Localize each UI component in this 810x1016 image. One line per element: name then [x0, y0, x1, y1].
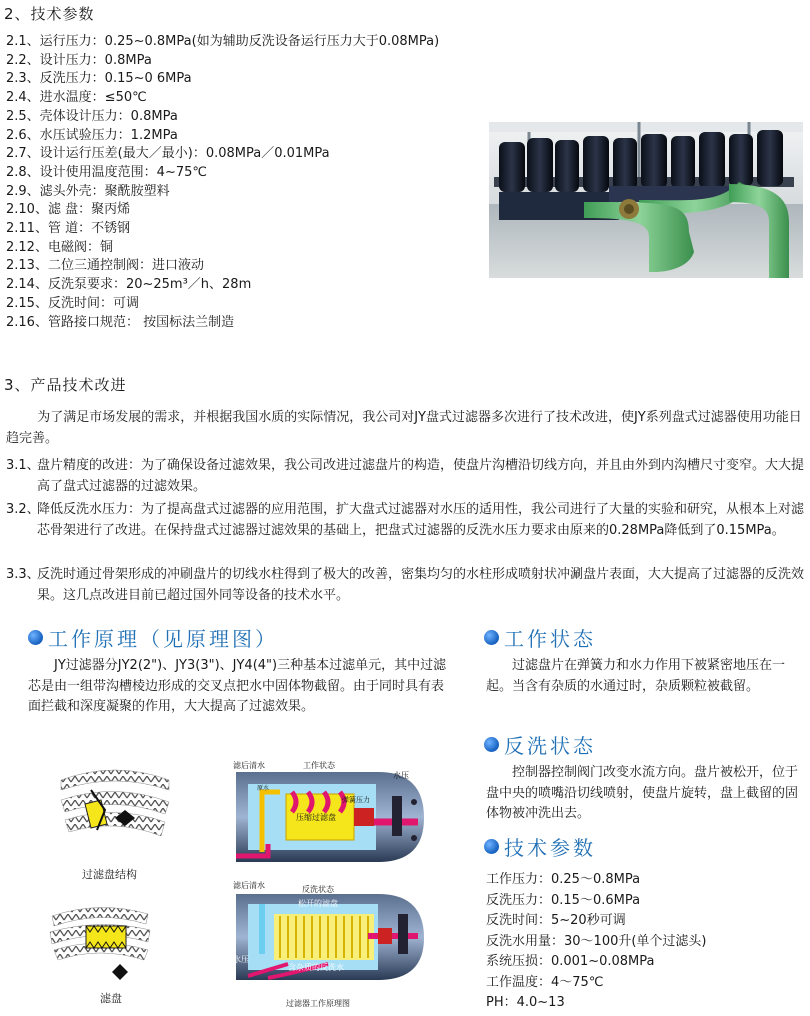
working-text: 过滤盘片在弹簧力和水力作用下被紧密地压在一起。当含有杂质的水通过时，杂质颗粒被截留。	[486, 658, 786, 694]
spec-line: 2.11、管 道：不锈钢	[6, 221, 131, 236]
spec-line: 2.3、反洗压力：0.15~0 6MPa	[6, 71, 192, 87]
spec-line: 2.12、电磁阀：铜	[6, 239, 113, 255]
principle-heading	[28, 623, 278, 652]
tech-title: 技术参数	[504, 836, 596, 860]
spec-line: 2.6、水压试验压力：1.2MPa	[6, 127, 178, 143]
spec-line: 2.7、设计运行压差(最大／最小)：0.08MPa／0.01MPa	[6, 146, 330, 162]
wash-state-label: 反洗状态	[302, 885, 334, 894]
wash-loosened-label: 松开的滤盘	[298, 899, 338, 908]
wash-pressure-label: 水压	[233, 955, 249, 964]
principle-title: 工作原理（见原理图）	[48, 627, 278, 651]
spec-line: 2.14、反洗泵要求：20~25m³／h、28m	[6, 277, 252, 293]
working-title: 工作状态	[504, 627, 596, 651]
spec-line: 2.4、进水温度：≤50℃	[6, 90, 147, 106]
work-raw-water-label: 原水	[257, 785, 270, 792]
disc-structure-caption: 过滤盘结构	[82, 868, 137, 881]
spec-line: 2.16、管路接口规范： 按国标法兰制造	[6, 314, 235, 330]
backwash-title: 反洗状态	[504, 734, 596, 758]
disc-caption: 滤盘	[100, 992, 122, 1005]
disc-diagram	[40, 898, 160, 986]
improvement-item	[6, 456, 804, 498]
work-spring-label: 弹簧压力	[342, 796, 370, 804]
disc-structure-diagram	[55, 760, 175, 860]
spec-line: 2.13、二位三通控制阀：进口液动	[6, 258, 204, 274]
principle-diagram-caption: 过滤器工作原理图	[286, 999, 350, 1008]
tech-param-line: 反洗时间：5~20秒可调	[486, 913, 626, 928]
tech-param-line: PH：4.0~13	[486, 995, 565, 1010]
section3-intro: 为了满足市场发展的需求，并根据我国水质的实际情况，我公司对JY盘式过滤器多次进行了技术改进，使JY系列盘式过滤器使用功能日趋完善。	[6, 410, 802, 446]
work-compressed-label: 压缩过滤盘	[296, 813, 336, 822]
section2-title: 2、技术参数	[4, 5, 95, 23]
improvement-number: 3.1、	[6, 458, 40, 473]
work-state-label: 工作状态	[303, 761, 335, 770]
backwash-text: 控制器控制阀门改变水流方向。盘片被松开，位于盘中央的喷嘴沿切线喷射，使盘片旋转，盘上截留的固体物被冲洗出去。	[486, 765, 799, 821]
section3-title: 3、产品技术改进	[4, 376, 127, 394]
principle-text: JY过滤器分JY2(2")、JY3(3")、JY4(4")三种基本过滤单元，其中过滤芯是由一组带沟槽棱边形成的交叉点把水中固体物截留。由于同时具有表面拦截和深度凝聚的作用，大大提高了过滤效果。	[28, 658, 447, 714]
bullet-icon	[484, 630, 499, 645]
bullet-icon	[484, 839, 499, 854]
improvement-number: 3.3、	[6, 567, 40, 582]
spec-line: 2.10、滤 盘：聚丙烯	[6, 202, 131, 218]
bullet-icon	[484, 737, 499, 752]
wash-after-filter-label: 滤后清水	[233, 881, 265, 890]
spec-line: 2.2、设计压力：0.8MPa	[6, 52, 152, 68]
work-pressure-label: 水压	[393, 771, 409, 780]
installation-photo-image	[489, 122, 803, 278]
installation-photo	[489, 122, 803, 278]
wash-dirty-label: 含杂质的反洗水	[288, 963, 344, 972]
improvement-item	[6, 565, 804, 607]
improvement-number: 3.2、	[6, 502, 40, 517]
tech-param-line: 系统压损：0.001~0.08MPa	[486, 954, 655, 969]
tech-heading	[484, 832, 596, 861]
tech-param-line: 工作温度：4～75℃	[486, 974, 604, 990]
spec-line: 2.5、壳体设计压力：0.8MPa	[6, 108, 178, 124]
tech-param-line: 反洗压力：0.15～0.6MPa	[486, 892, 641, 908]
improvement-text: 反洗时通过骨架形成的冲刷盘片的切线水柱得到了极大的改善，密集均匀的水柱形成喷射状冲涮盘片表面，大大提高了过滤器的反洗效果。这几点改进目前已超过国外同等设备的技术水平。	[37, 567, 805, 603]
tech-param-line: 反洗水用量：30～100升(单个过滤头)	[486, 933, 707, 949]
spec-line: 2.9、滤头外壳：聚酰胺塑料	[6, 183, 170, 199]
bullet-icon	[28, 630, 43, 645]
spec-line: 2.1、运行压力：0.25~0.8MPa(如为辅助反洗设备运行压力大于0.08MPa)	[6, 34, 440, 49]
improvement-text: 降低反洗水压力：为了提高盘式过滤器的应用范围，扩大盘式过滤器对水压的适用性，我公司进行了大量的实验和研究，从根本上对滤芯骨架进行了改进。在保持盘式过滤器过滤效果的基础上，把盘式过滤器的反洗水压力要求由原来的0.28MPa降低到了0.15MPa。	[37, 502, 805, 538]
improvement-text: 盘片精度的改进：为了确保设备过滤效果，我公司改进过滤盘片的构造，使盘片沟槽沿切线方向，并且由外到内沟槽尺寸变窄。大大提高了盘式过滤器的过滤效果。	[37, 458, 805, 494]
working-heading	[484, 623, 596, 652]
work-after-filter-label: 滤后清水	[233, 761, 265, 770]
improvement-item	[6, 500, 804, 562]
spec-line: 2.15、反洗时间：可调	[6, 295, 139, 311]
backwash-heading	[484, 730, 596, 759]
tech-param-line: 工作压力：0.25～0.8MPa	[486, 872, 641, 887]
spec-line: 2.8、设计使用温度范围：4~75℃	[6, 164, 207, 180]
